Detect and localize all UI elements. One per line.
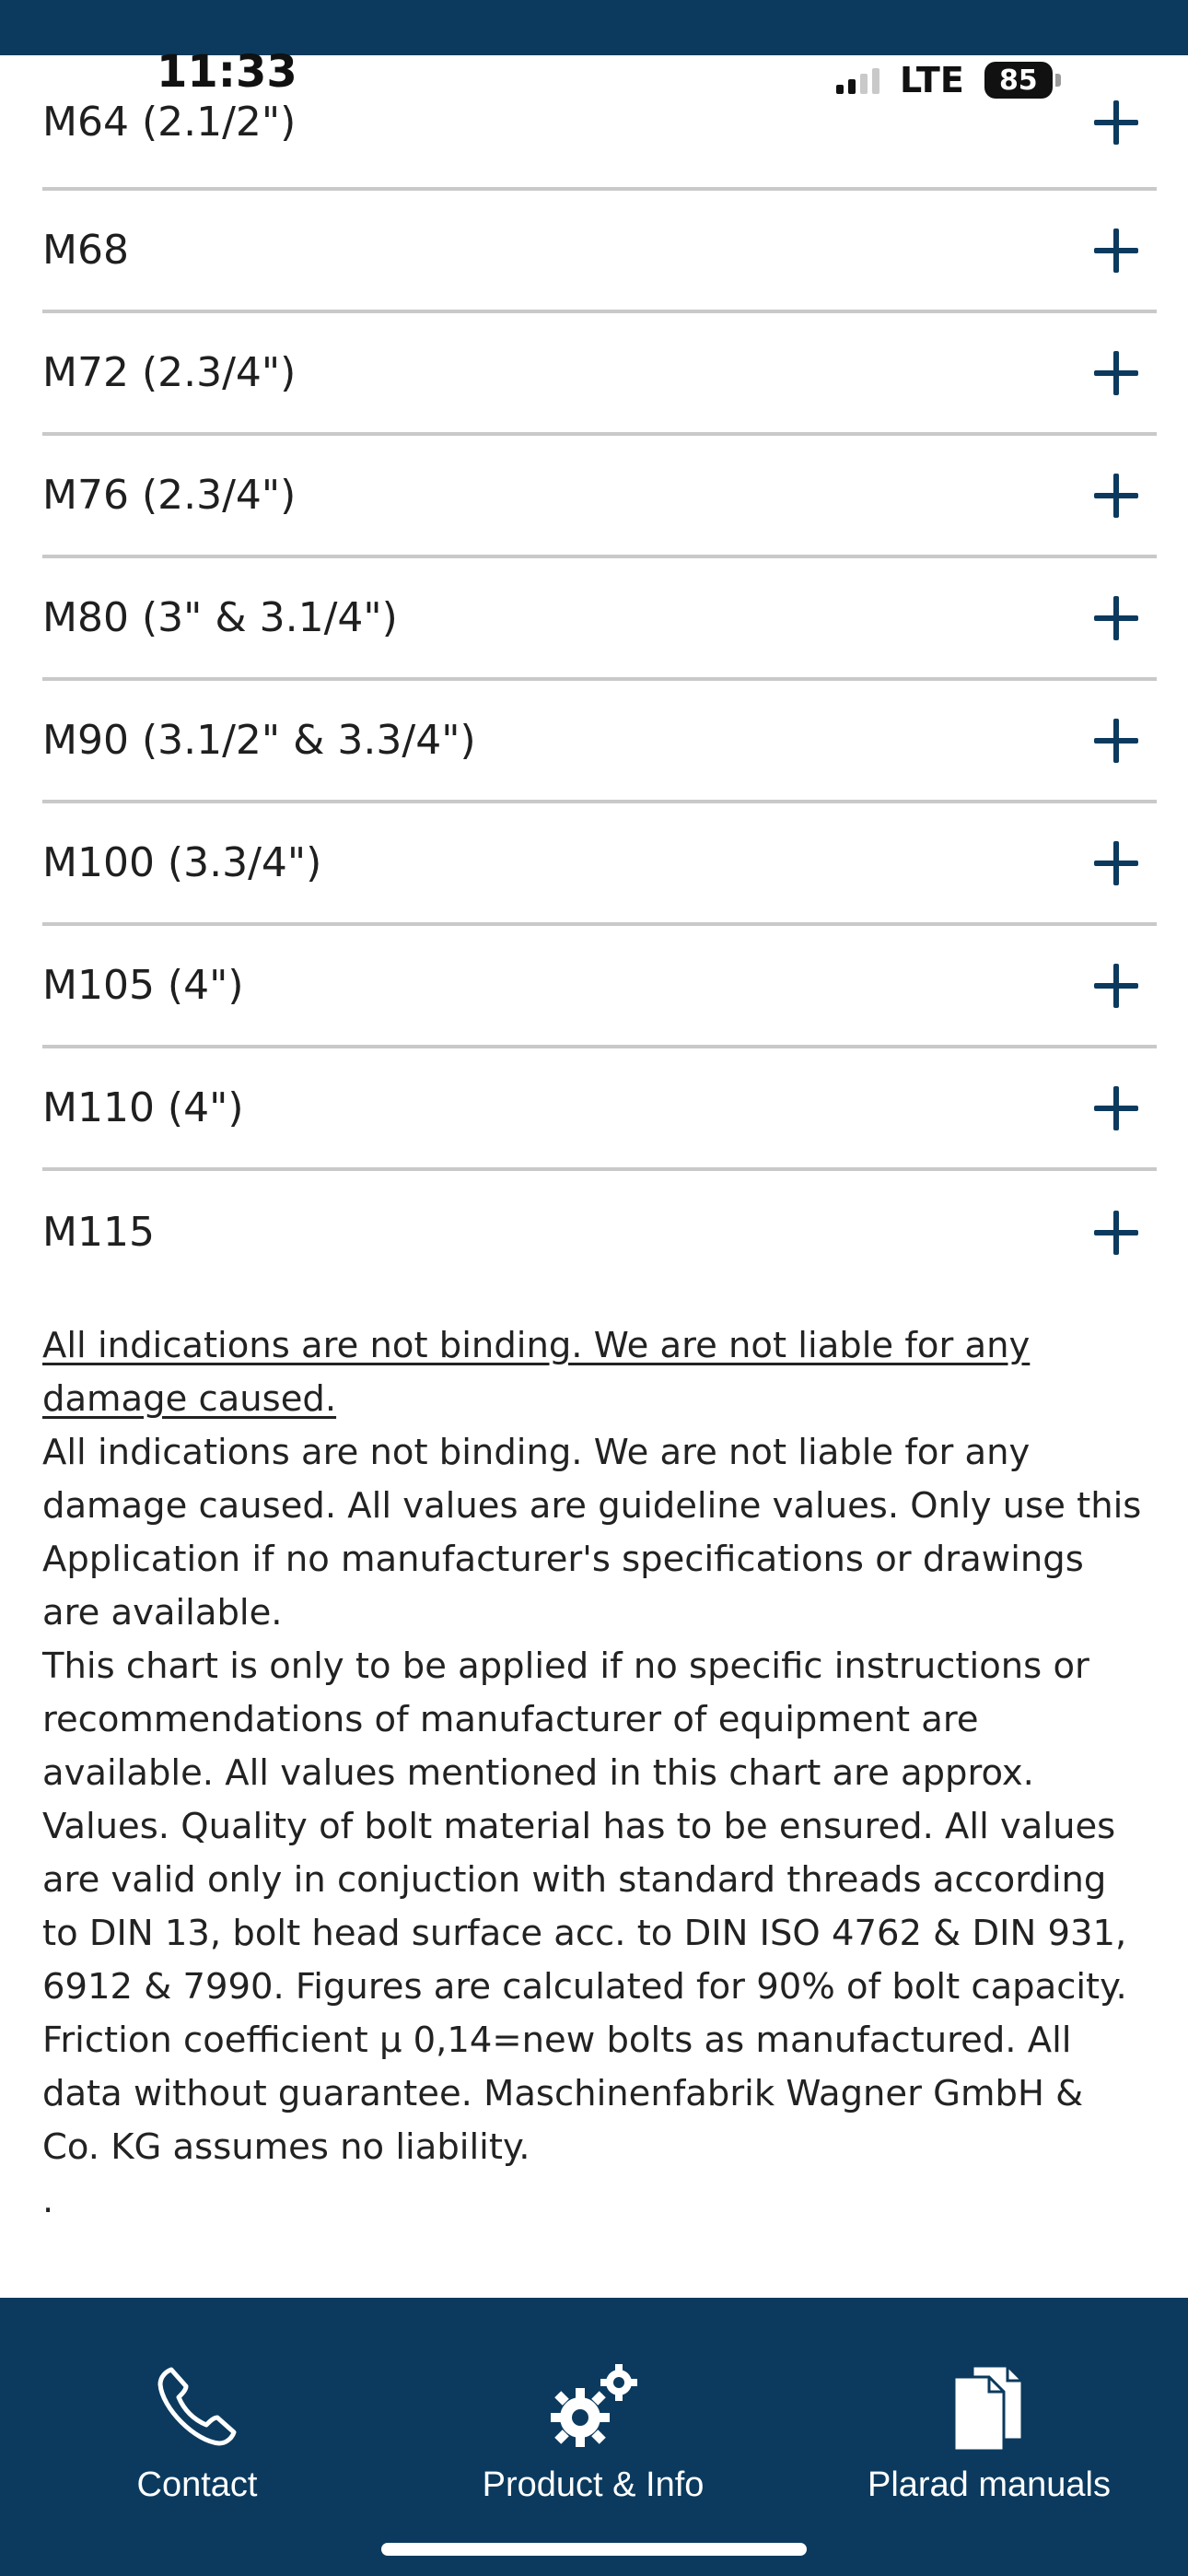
list-item-m105[interactable]	[42, 926, 1157, 1048]
plus-icon[interactable]	[1094, 1086, 1138, 1130]
list-item-m72[interactable]	[42, 313, 1157, 436]
disclaimer	[42, 1319, 1147, 2228]
tab-product-info[interactable]	[409, 2298, 777, 2537]
plus-icon[interactable]	[1094, 474, 1138, 518]
plus-icon[interactable]	[1094, 100, 1138, 145]
list-item-m64[interactable]	[42, 68, 1157, 191]
list-item-label: M110 (4")	[42, 1084, 244, 1131]
tab-plarad-manuals[interactable]	[805, 2298, 1173, 2537]
list-item-m90[interactable]	[42, 681, 1157, 803]
plus-icon[interactable]	[1094, 719, 1138, 763]
list-item-label: M72 (2.3/4")	[42, 349, 297, 396]
disclaimer-paragraph-2: This chart is only to be applied if no specific instructions or recommendations of manufacturer of equipment are available. All values mentioned in this chart are approx. Values. Quality of bolt material has to be ensured. All values are valid only in conjuction with standard threads according to DIN 13, bolt head surface acc. to DIN ISO 4762 & DIN 931, 6912 & 7990. Figures are calculated for 90% of bolt capacity. Friction coefficient μ 0,14=new bolts as manufactured. All data without guarantee. Maschinenfabrik Wagner GmbH & Co. KG assumes no liability.	[42, 1645, 1127, 2168]
tab-contact-label: Contact	[136, 2465, 258, 2504]
battery-level: 85	[984, 62, 1053, 99]
list-item-label: M100 (3.3/4")	[42, 839, 322, 886]
list-item-m76[interactable]	[42, 436, 1157, 558]
home-indicator[interactable]	[381, 2543, 807, 2556]
phone-icon	[153, 2362, 241, 2451]
documents-icon	[947, 2362, 1030, 2454]
tab-contact[interactable]	[13, 2298, 381, 2537]
list-item-label: M90 (3.1/2" & 3.3/4")	[42, 717, 476, 764]
disclaimer-paragraph-1: All indications are not binding. We are not liable for any damage caused. All values are guideline values. Only use this Application if no manufacturer's specifications or drawings are available.	[42, 1432, 1142, 1633]
list-item-m100[interactable]	[42, 803, 1157, 926]
list-item-m68[interactable]	[42, 191, 1157, 313]
list-item-label: M115	[42, 1209, 155, 1256]
plus-icon[interactable]	[1094, 351, 1138, 395]
list-item-label: M68	[42, 227, 129, 274]
list-item-label: M80 (3" & 3.1/4")	[42, 594, 398, 641]
tab-plarad-manuals-label: Plarad manuals	[867, 2465, 1112, 2504]
list-item-m110[interactable]	[42, 1048, 1157, 1171]
plus-icon[interactable]	[1094, 964, 1138, 1008]
gears-icon	[545, 2362, 641, 2454]
status-time: 11:33	[157, 46, 297, 98]
plus-icon[interactable]	[1094, 1211, 1138, 1255]
disclaimer-heading[interactable]: All indications are not binding. We are not liable for any damage caused.	[42, 1325, 1031, 1420]
plus-icon[interactable]	[1094, 596, 1138, 640]
bolt-size-list	[42, 68, 1157, 1294]
list-item-label: M64 (2.1/2")	[42, 99, 297, 146]
plus-icon[interactable]	[1094, 228, 1138, 273]
plus-icon[interactable]	[1094, 841, 1138, 885]
list-item-m115[interactable]	[42, 1171, 1157, 1294]
network-type: LTE	[900, 60, 964, 100]
bottom-tab-bar	[0, 2298, 1188, 2576]
tab-product-info-label: Product & Info	[482, 2465, 705, 2504]
list-item-label: M76 (2.3/4")	[42, 472, 297, 519]
list-item-label: M105 (4")	[42, 962, 244, 1009]
list-item-m80[interactable]	[42, 558, 1157, 681]
disclaimer-trailing-dot: .	[42, 2180, 54, 2221]
